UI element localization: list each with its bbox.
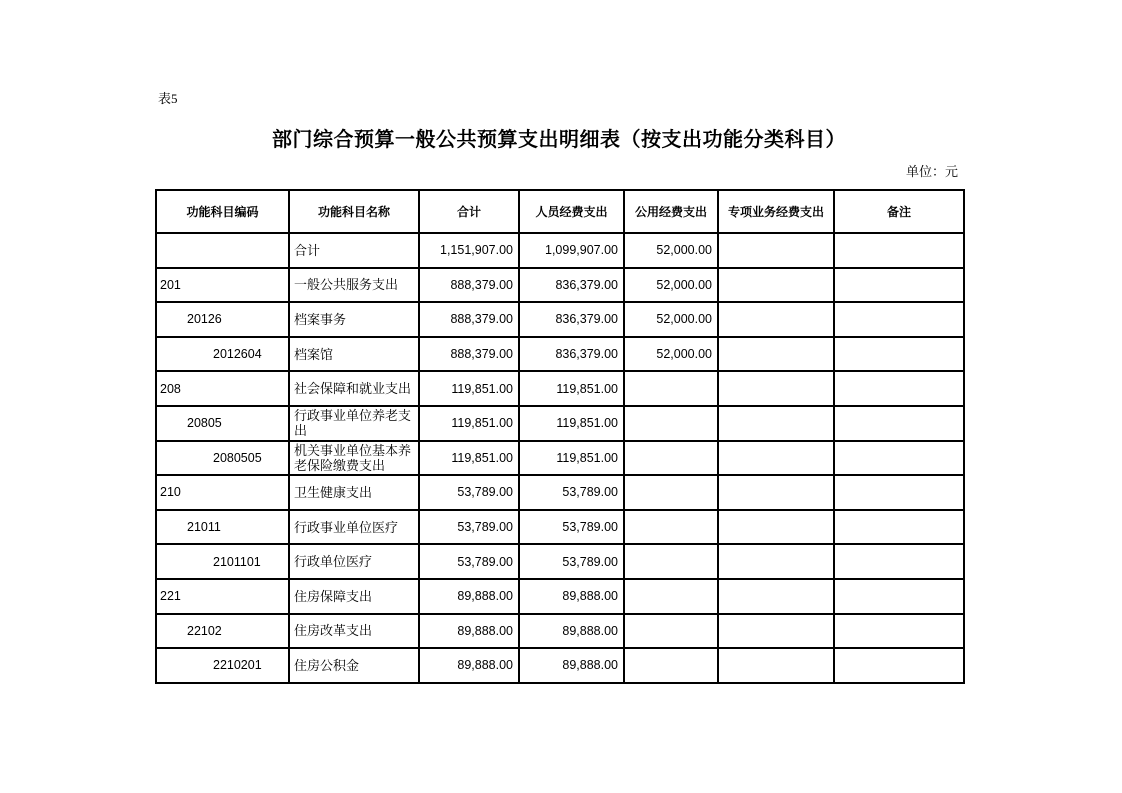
cell-function-code (156, 233, 289, 268)
cell-public: 52,000.00 (624, 302, 718, 337)
cell-personnel: 1,099,907.00 (519, 233, 624, 268)
cell-total: 888,379.00 (419, 302, 519, 337)
cell-total: 119,851.00 (419, 406, 519, 441)
cell-special (718, 302, 834, 337)
cell-total: 53,789.00 (419, 475, 519, 510)
table-row (156, 648, 964, 683)
table-body (156, 233, 964, 683)
cell-remark (834, 406, 964, 441)
cell-public (624, 648, 718, 683)
table-row (156, 406, 964, 441)
cell-public (624, 441, 718, 476)
table-row (156, 233, 964, 268)
table-row (156, 510, 964, 545)
cell-public (624, 371, 718, 406)
column-header-0: 功能科目编码 (156, 190, 289, 233)
cell-function-name: 档案事务 (289, 302, 419, 337)
cell-personnel: 89,888.00 (519, 648, 624, 683)
column-header-5: 专项业务经费支出 (718, 190, 834, 233)
table-row (156, 579, 964, 614)
column-header-4: 公用经费支出 (624, 190, 718, 233)
cell-function-name: 行政事业单位养老支出 (289, 406, 419, 441)
cell-special (718, 441, 834, 476)
cell-personnel: 53,789.00 (519, 510, 624, 545)
cell-personnel: 89,888.00 (519, 614, 624, 649)
cell-special (718, 475, 834, 510)
cell-function-name: 住房公积金 (289, 648, 419, 683)
cell-remark (834, 648, 964, 683)
cell-remark (834, 268, 964, 303)
cell-function-code: 22102 (156, 614, 289, 649)
cell-total: 119,851.00 (419, 371, 519, 406)
table-row (156, 302, 964, 337)
cell-personnel: 53,789.00 (519, 475, 624, 510)
cell-function-code: 201 (156, 268, 289, 303)
cell-special (718, 337, 834, 372)
cell-public (624, 579, 718, 614)
cell-public: 52,000.00 (624, 268, 718, 303)
cell-special (718, 406, 834, 441)
table-row (156, 268, 964, 303)
cell-public: 52,000.00 (624, 337, 718, 372)
cell-personnel: 53,789.00 (519, 544, 624, 579)
cell-special (718, 510, 834, 545)
cell-personnel: 89,888.00 (519, 579, 624, 614)
cell-special (718, 544, 834, 579)
column-header-1: 功能科目名称 (289, 190, 419, 233)
cell-total: 53,789.00 (419, 544, 519, 579)
cell-remark (834, 544, 964, 579)
cell-public (624, 406, 718, 441)
cell-remark (834, 337, 964, 372)
cell-remark (834, 475, 964, 510)
cell-public (624, 614, 718, 649)
table-row (156, 614, 964, 649)
cell-function-code: 210 (156, 475, 289, 510)
cell-function-name: 住房保障支出 (289, 579, 419, 614)
cell-personnel: 836,379.00 (519, 268, 624, 303)
cell-function-code: 2080505 (156, 441, 289, 476)
table-row (156, 475, 964, 510)
cell-remark (834, 614, 964, 649)
cell-remark (834, 579, 964, 614)
table-number-label: 表5 (158, 91, 178, 106)
cell-function-code: 20805 (156, 406, 289, 441)
table-row (156, 337, 964, 372)
budget-table (155, 189, 965, 684)
cell-remark (834, 233, 964, 268)
cell-total: 1,151,907.00 (419, 233, 519, 268)
cell-function-name: 住房改革支出 (289, 614, 419, 649)
cell-remark (834, 371, 964, 406)
unit-note: 单位：元 (905, 164, 958, 179)
cell-personnel: 836,379.00 (519, 337, 624, 372)
cell-special (718, 648, 834, 683)
cell-function-name: 卫生健康支出 (289, 475, 419, 510)
column-header-3: 人员经费支出 (519, 190, 624, 233)
cell-remark (834, 510, 964, 545)
cell-function-name: 一般公共服务支出 (289, 268, 419, 303)
cell-total: 888,379.00 (419, 268, 519, 303)
cell-function-code: 208 (156, 371, 289, 406)
cell-total: 89,888.00 (419, 648, 519, 683)
cell-special (718, 579, 834, 614)
cell-function-name: 机关事业单位基本养老保险缴费支出 (289, 441, 419, 476)
cell-total: 119,851.00 (419, 441, 519, 476)
cell-special (718, 371, 834, 406)
cell-function-name: 行政事业单位医疗 (289, 510, 419, 545)
cell-total: 53,789.00 (419, 510, 519, 545)
cell-personnel: 119,851.00 (519, 441, 624, 476)
column-header-2: 合计 (419, 190, 519, 233)
cell-function-name: 社会保障和就业支出 (289, 371, 419, 406)
table-row (156, 441, 964, 476)
cell-public (624, 544, 718, 579)
cell-personnel: 119,851.00 (519, 406, 624, 441)
cell-total: 888,379.00 (419, 337, 519, 372)
cell-function-code: 21011 (156, 510, 289, 545)
cell-function-code: 20126 (156, 302, 289, 337)
cell-remark (834, 441, 964, 476)
cell-function-name: 档案馆 (289, 337, 419, 372)
cell-function-code: 2210201 (156, 648, 289, 683)
cell-function-code: 2012604 (156, 337, 289, 372)
cell-function-code: 2101101 (156, 544, 289, 579)
cell-total: 89,888.00 (419, 614, 519, 649)
page-title: 部门综合预算一般公共预算支出明细表（按支出功能分类科目） (272, 129, 846, 151)
cell-function-code: 221 (156, 579, 289, 614)
table-row (156, 371, 964, 406)
cell-special (718, 614, 834, 649)
cell-personnel: 119,851.00 (519, 371, 624, 406)
cell-public: 52,000.00 (624, 233, 718, 268)
cell-total: 89,888.00 (419, 579, 519, 614)
table-header-row (156, 190, 964, 233)
cell-personnel: 836,379.00 (519, 302, 624, 337)
column-header-6: 备注 (834, 190, 964, 233)
cell-remark (834, 302, 964, 337)
cell-special (718, 233, 834, 268)
cell-function-name: 行政单位医疗 (289, 544, 419, 579)
cell-function-name: 合计 (289, 233, 419, 268)
table-header (156, 190, 964, 233)
cell-public (624, 475, 718, 510)
cell-special (718, 268, 834, 303)
table-row (156, 544, 964, 579)
cell-public (624, 510, 718, 545)
